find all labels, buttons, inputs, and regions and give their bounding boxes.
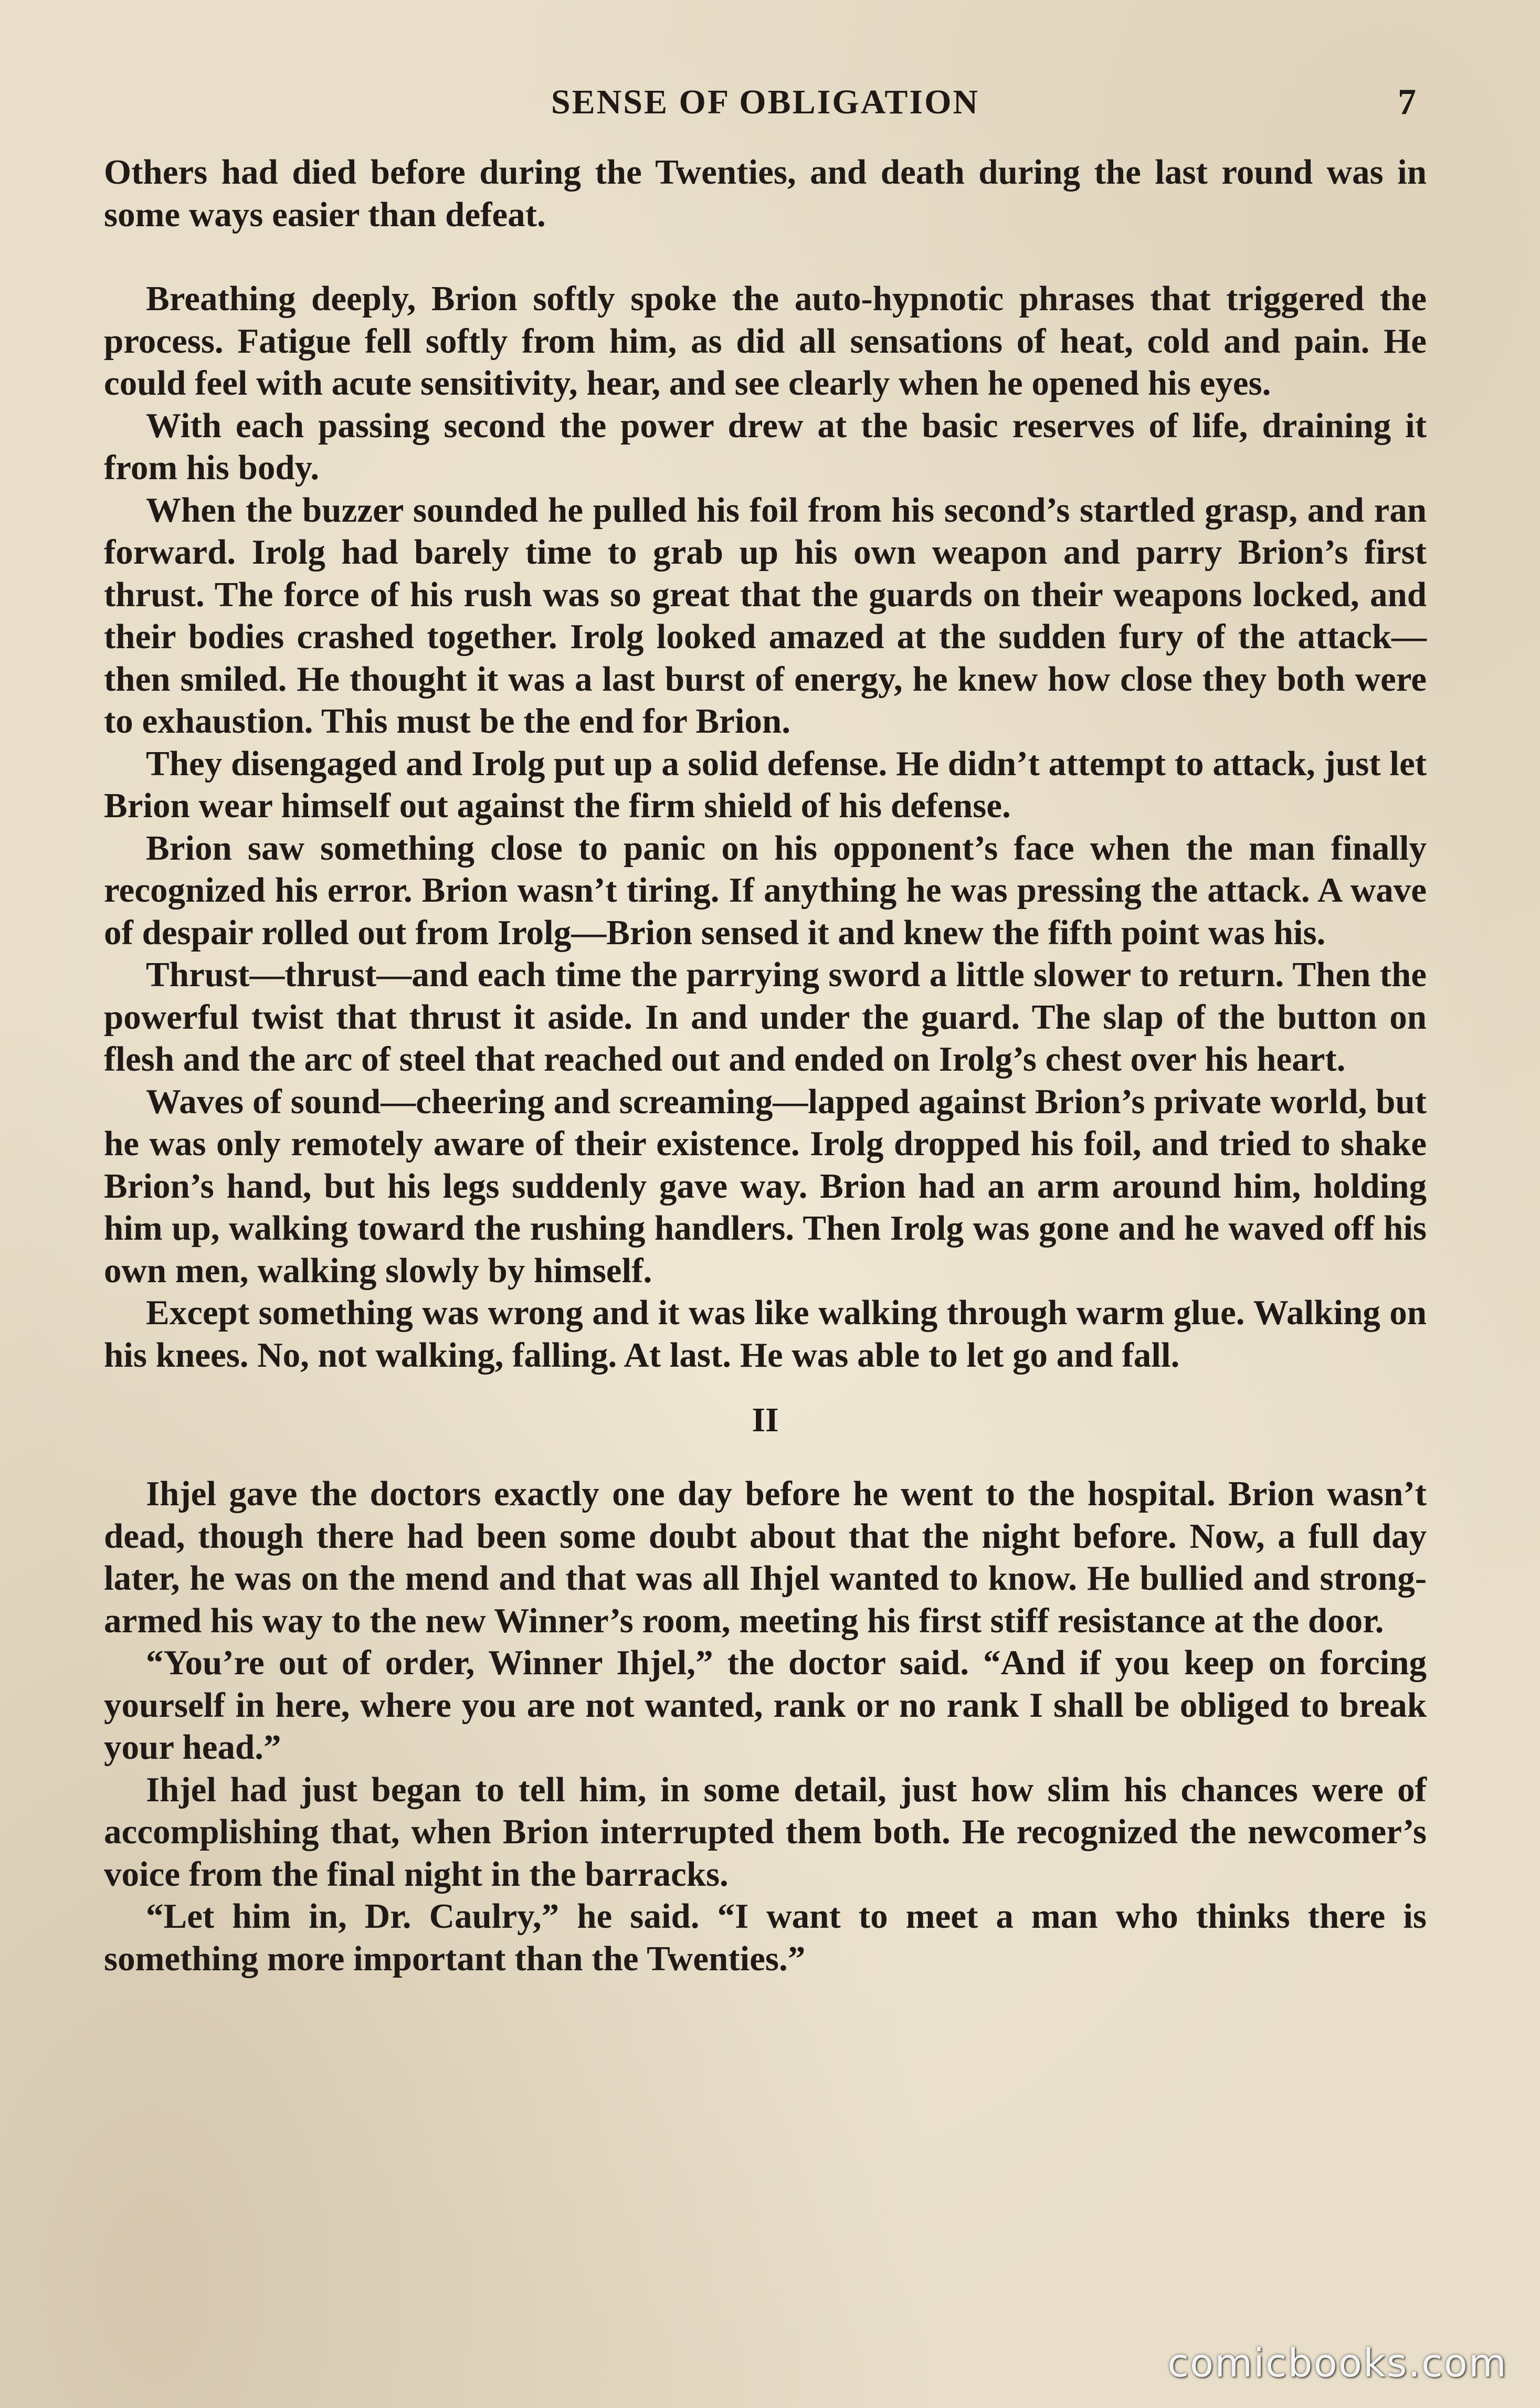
chapter-heading: II [752,1401,779,1439]
paragraph: Ihjel gave the doctors exactly one day before he went to the hospital. Brion wasn’t dead, though there had been some doubt about that the night before. Now, a full day later, he was on the mend and that was all Ihjel wanted to know. He bullied and strong-armed his way to the new Winner’s room, meeting his first stiff resistance at the door. [104,1474,1427,1640]
paragraph: Brion saw something close to panic on his opponent’s face when the man finally recognized his error. Brion wasn’t tiring. If anything he was pressing the attack. A wave of despair rolled out from Irolg—Brion sensed it and knew the fifth point was his. [104,828,1427,952]
paragraph: They disengaged and Irolg put up a solid defense. He didn’t attempt to attack, just let Brion wear himself out against the firm shield of his defense. [104,744,1427,825]
paragraph: Ihjel had just began to tell him, in some detail, just how slim his chances were of accomplishing that, when Brion interrupted them both. He recognized the newcomer’s voice from the final night in the barracks. [104,1770,1427,1894]
paragraph: Waves of sound—cheering and screaming—lapped against Brion’s private world, but he was only remotely aware of their existence. Irolg dropped his foil, and tried to shake Brion’s hand, but his legs suddenly gave way. Brion had an arm around him, holding him up, walking toward the rushing handlers. Then Irolg was gone and he waved off his own men, walking slowly by himself. [104,1082,1427,1290]
section-gap [104,236,1427,278]
body-text [104,151,1427,1980]
paragraph: Thrust—thrust—and each time the parrying sword a little slower to return. Then the powerful twist that thrust it aside. In and under the guard. The slap of the button on flesh and the arc of steel that reached out and ended on Irolg’s chest over his heart. [104,955,1427,1079]
paragraph: Others had died before during the Twenties, and death during the last round was in some ways easier than defeat. [104,153,1427,234]
paragraph: “You’re out of order, Winner Ihjel,” the doctor said. “And if you keep on forcing yourself in here, where you are not wanted, rank or no rank I shall be obliged to break your head.” [104,1643,1427,1767]
paragraph: “Let him in, Dr. Caulry,” he said. “I want to meet a man who thinks there is something more important than the Twenties.” [104,1897,1427,1978]
page-number: 7 [1398,82,1416,122]
watermark: comicbooks.com [1167,2341,1507,2386]
paragraph: When the buzzer sounded he pulled his foil from his second’s startled grasp, and ran forward. Irolg had barely time to grab up his own weapon and parry Brion’s first thrust. The force of his rush was so great that the guards on their weapons locked, and their bodies crashed together. Irolg looked amazed at the sudden fury of the attack—then smiled. He thought it was a last burst of energy, he knew how close they both were to exhaustion. This must be the end for Brion. [104,490,1427,741]
paragraph: Breathing deeply, Brion softly spoke the auto-hypnotic phrases that triggered the process. Fatigue fell softly from him, as did all sensations of heat, cold and pain. He could feel with acute sensitivity, hear, and see clearly when he opened his eyes. [104,279,1427,403]
paragraph: Except something was wrong and it was like walking through warm glue. Walking on his knees. No, not walking, falling. At last. He was able to let go and fall. [104,1293,1427,1375]
running-head [104,79,1427,126]
running-title: SENSE OF OBLIGATION [551,83,980,121]
paragraph: With each passing second the power drew at the basic reserves of life, draining it from his body. [104,406,1427,487]
